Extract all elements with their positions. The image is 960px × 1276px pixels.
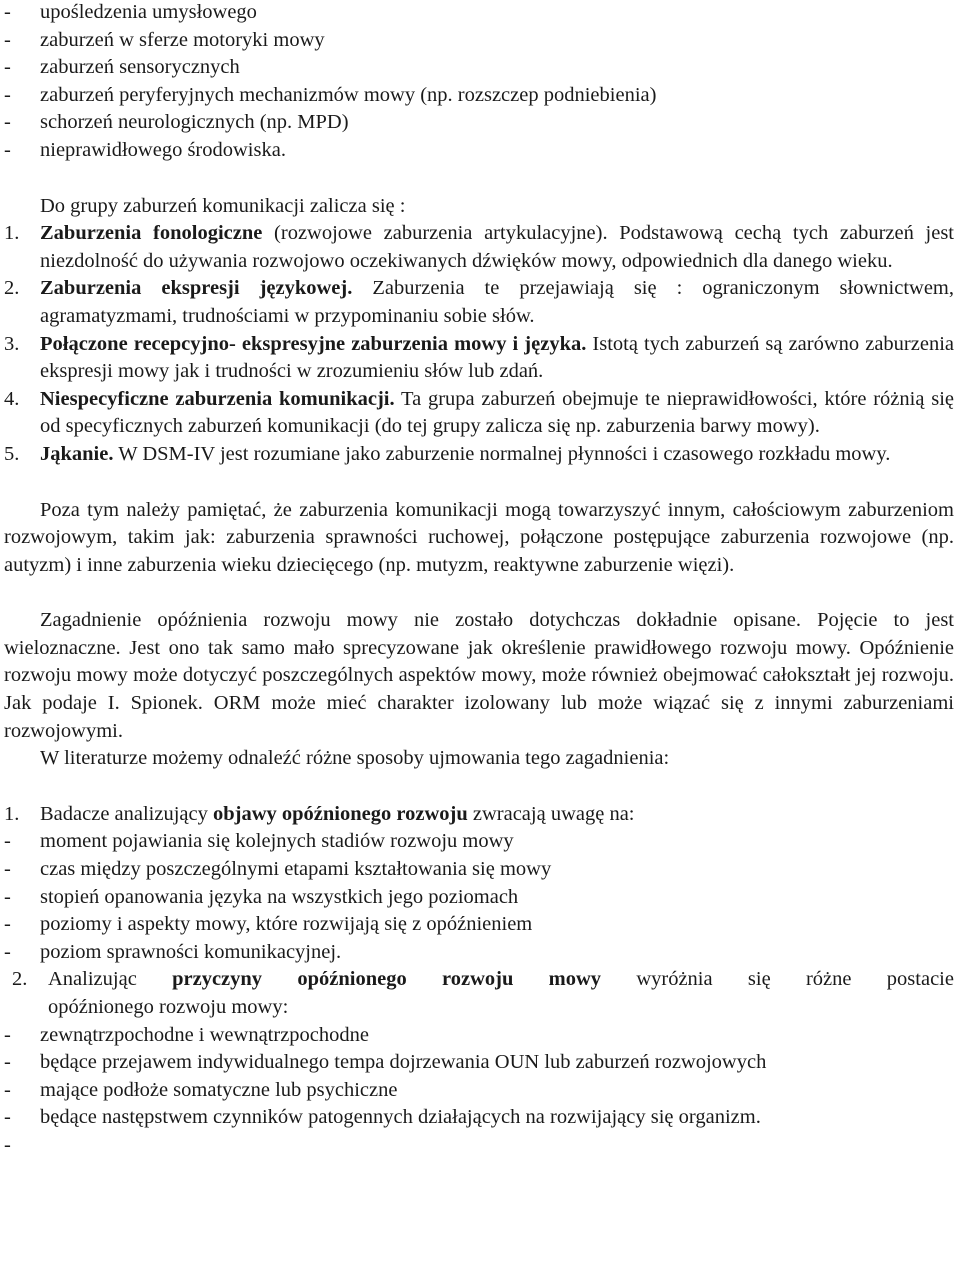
list-item <box>4 137 954 165</box>
item-continuation: opóźnionego rozwoju mowy: <box>48 996 289 1018</box>
list-item-text: mające podłoże somatyczne lub psychiczne <box>40 1078 398 1101</box>
item-heading: Połączone recepcyjno- ekspresyjne zaburzenia mowy i języka. <box>40 332 587 355</box>
item-text <box>40 275 954 330</box>
item-number: 2. <box>12 968 28 991</box>
list-item-text: będące przejawem indywidualnego tempa dojrzewania OUN lub zaburzeń rozwojowych <box>40 1051 767 1074</box>
dash-marker: - <box>4 1051 11 1074</box>
list-item <box>4 27 954 55</box>
list-item <box>4 911 954 939</box>
item-text <box>40 441 954 469</box>
item-heading: Zaburzenia ekspresji językowej. <box>40 277 353 300</box>
item-heading: Niespecyficzne zaburzenia komunikacji. <box>40 387 395 410</box>
numbered-item <box>4 441 954 469</box>
list-item-text: poziomy i aspekty mowy, które rozwijają się z opóźnieniem <box>40 913 533 936</box>
intro-text: Do grupy zaburzeń komunikacji zalicza się : <box>40 194 406 217</box>
item-pre: Analizując <box>48 968 173 991</box>
list-item-text: zaburzeń sensorycznych <box>40 56 240 79</box>
causes-list <box>4 1022 954 1160</box>
item-number: 5. <box>4 442 20 465</box>
list-item-text: zewnątrzpochodne i wewnątrzpochodne <box>40 1023 369 1046</box>
numbered-item <box>4 275 954 330</box>
list-item <box>4 54 954 82</box>
numbered-item <box>4 220 954 275</box>
list-item-text: nieprawidłowego środowiska. <box>40 138 286 161</box>
list-item <box>4 82 954 110</box>
list-item <box>4 109 954 137</box>
list-item-text: moment pojawiania się kolejnych stadiów rozwoju mowy <box>40 830 514 853</box>
dash-marker: - <box>4 1 11 23</box>
item-text <box>40 220 954 275</box>
dash-marker: - <box>4 1133 11 1156</box>
dash-marker: - <box>4 913 11 936</box>
list-item-text: czas między poszczególnymi etapami kształtowania się mowy <box>40 858 552 881</box>
paragraph-comorbidity: Poza tym należy pamiętać, że zaburzenia komunikacji mogą towarzyszyć innym, całościowym zaburzeniom rozwojowym, takim jak: zaburzenia sprawności ruchowej, połączone postępujące zaburzenia rozwojowe (np. autyzm) i inne zaburzenia wieku dziecięcego (np. mutyzm, reaktywne zaburzenie więzi). <box>4 498 954 576</box>
list-item <box>4 0 954 27</box>
dash-marker: - <box>4 830 11 853</box>
dash-marker: - <box>4 111 11 134</box>
item-post: zwracają uwagę na: <box>467 802 635 825</box>
dash-marker: - <box>4 56 11 79</box>
dash-marker: - <box>4 940 11 963</box>
list-item-text: zaburzeń w sferze motoryki mowy <box>40 28 325 51</box>
list-item-text: schorzeń neurologicznych (np. MPD) <box>40 111 349 134</box>
causes-heading <box>4 966 954 1021</box>
item-number: 4. <box>4 387 20 410</box>
list-item <box>4 1132 954 1160</box>
list-item <box>4 1049 954 1077</box>
item-bold: objawy opóźnionego rozwoju <box>213 802 468 825</box>
top-dash-list <box>4 0 954 165</box>
item-text <box>40 801 954 829</box>
dash-marker: - <box>4 138 11 161</box>
dash-marker: - <box>4 1078 11 1101</box>
item-body: W DSM-IV jest rozumiane jako zaburzenie normalnej płynności i czasowego rozkładu mowy. <box>113 442 891 465</box>
dash-marker: - <box>4 28 11 51</box>
numbered-list <box>4 220 954 468</box>
symptoms-list <box>4 828 954 966</box>
dash-marker: - <box>4 858 11 881</box>
list-item <box>4 1077 954 1105</box>
paragraph-orm: Zagadnienie opóźnienia rozwoju mowy nie zostało dotychczas dokładnie opisane. Pojęcie to jest wieloznaczne. Jest ono tak samo mało sprecyzowane jak określenie prawidłowego rozwoju mowy. Opóźnienie rozwoju mowy może dotyczyć poszczególnych aspektów mowy, może również obejmować całokształt jej rozwoju. Jak podaje I. Spionek. ORM może mieć charakter izolowany lub może wiązać się z innymi zaburzeniami rozwojowymi. <box>4 609 954 742</box>
item-text <box>40 386 954 441</box>
item-bold: przyczyny opóźnionego rozwoju mowy <box>172 968 602 991</box>
list-item <box>4 884 954 912</box>
numbered-item <box>4 386 954 441</box>
item-body: Istotą tych zaburzeń są zarówno zaburzenia ekspresji mowy jak i trudności w zrozumieniu słów lub zdań. <box>40 332 954 383</box>
list-item-text: upośledzenia umysłowego <box>40 1 257 23</box>
symptoms-heading <box>4 801 954 829</box>
list-item <box>4 939 954 967</box>
list-item-text: stopień opanowania języka na wszystkich jego poziomach <box>40 885 519 908</box>
list-item-text: poziom sprawności komunikacyjnej. <box>40 940 342 963</box>
dash-marker: - <box>4 83 11 106</box>
item-number: 2. <box>4 277 20 300</box>
item-heading: Zaburzenia fonologiczne <box>40 222 263 245</box>
intro-line <box>4 193 954 221</box>
list-item <box>4 1022 954 1050</box>
numbered-item <box>4 331 954 386</box>
item-text <box>48 966 954 994</box>
list-item-text: zaburzeń peryferyjnych mechanizmów mowy (np. rozszczep podniebienia) <box>40 83 657 106</box>
dash-marker: - <box>4 885 11 908</box>
item-number: 1. <box>4 802 20 825</box>
list-item <box>4 828 954 856</box>
dash-marker: - <box>4 1106 11 1129</box>
paragraph-literature: W literaturze możemy odnaleźć różne sposoby ujmowania tego zagadnienia: <box>40 747 670 770</box>
list-item <box>4 856 954 884</box>
item-number: 3. <box>4 332 20 355</box>
list-item <box>4 1104 954 1132</box>
list-item-text: będące następstwem czynników patogennych działających na rozwijający się organizm. <box>40 1106 761 1129</box>
item-body: Zaburzenia te przejawiają się : ograniczonym słownictwem, agramatyzmami, trudnościami w przypominaniu sobie słów. <box>40 277 954 327</box>
item-text <box>40 331 954 386</box>
dash-marker: - <box>4 1023 11 1046</box>
item-pre: Badacze analizujący <box>40 802 213 825</box>
item-body: (rozwojowe zaburzenia artykulacyjne). Podstawową cechą tych zaburzeń jest niezdolność do używania rozwojowo oczekiwanych dźwięków mowy, odpowiednich dla danego wieku. <box>40 222 954 272</box>
item-heading: Jąkanie. <box>40 442 114 465</box>
item-number: 1. <box>4 222 20 245</box>
item-post: wyróżnia się różne postacie <box>601 968 954 991</box>
item-body: Ta grupa zaburzeń obejmuje te nieprawidłowości, które różnią się od specyficznych zaburzeń komunikacji (do tej grupy zalicza się np. zaburzenia barwy mowy). <box>40 387 954 438</box>
